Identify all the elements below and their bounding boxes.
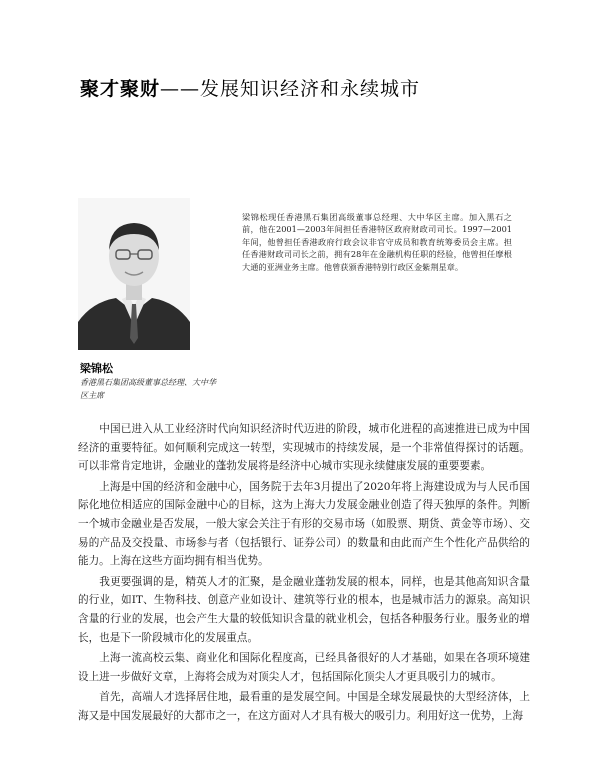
body-paragraph: 中国已进入从工业经济时代向知识经济时代迈进的阶段，城市化进程的高速推进已成为中国经济的重要特征。如何顺利完成这一转型，实现城市的持续发展，是一个非常值得探讨的话题。可以非常肯定地讲，金融业的蓬勃发展将是经济中心城市实现永续健康发展的重要要素。 <box>78 423 530 473</box>
author-name: 梁锦松 <box>80 362 113 375</box>
article-body <box>78 420 530 770</box>
article-title <box>80 74 420 101</box>
body-paragraph: 上海是中国的经济和金融中心，国务院于去年3月提出了2020年将上海建设成为与人民币国际化地位相适应的国际金融中心的目标，这为上海大力发展金融业创造了得天独厚的条件。判断一个城市金融业是否发展，一般大家会关注于有形的交易市场（如股票、期货、黄金等市场）、交易的产品及交投量、市场参与者（包括银行、证券公司）的数量和由此而产生个性化产品供给的能力。上海在这些方面均拥有相当优势。 <box>78 480 530 568</box>
author-bio: 梁锦松现任香港黑石集团高级董事总经理、大中华区主席。加入黑石之前，他在2001—2003年间担任香港特区政府财政司司长。1997—2001年间，他曾担任香港政府行政会议非官守成员和教育统筹委员会主席。担任香港财政司司长之前，拥有28年在金融机构任职的经验，他曾担任摩根大通的亚洲业务主席。他曾获颁香港特别行政区金紫荆星章。 <box>242 212 512 272</box>
author-photo <box>78 198 190 350</box>
body-paragraph: 我更要强调的是，精英人才的汇聚，是金融业蓬勃发展的根本，同样，也是其他高知识含量的行业，如IT、生物科技、创意产业如设计、建筑等行业的根本，也是城市活力的源泉。高知识含量的行业的发展，也会产生大量的较低知识含量的就业机会，包括各种服务行业。服务业的增长，也是下一阶段城市化的发展重点。 <box>78 575 530 644</box>
body-paragraph: 首先，高端人才选择居住地，最看重的是发展空间。中国是全球发展最快的大型经济体，上海又是中国发展最好的大都市之一，在这方面对人才具有极大的吸引力。利用好这一优势，上海 <box>78 691 530 722</box>
title-main: 聚才聚财 <box>80 78 161 100</box>
author-portrait-image <box>78 198 190 350</box>
body-paragraph: 上海一流高校云集、商业化和国际化程度高，已经具备很好的人才基础，如果在各项环境建设上进一步做好文章，上海将会成为对顶尖人才，包括国际化顶尖人才更具吸引力的城市。 <box>78 652 530 683</box>
author-position: 香港黑石集团高级董事总经理、大中华区主席 <box>80 378 216 400</box>
title-subtitle: ——发展知识经济和永续城市 <box>160 78 421 100</box>
